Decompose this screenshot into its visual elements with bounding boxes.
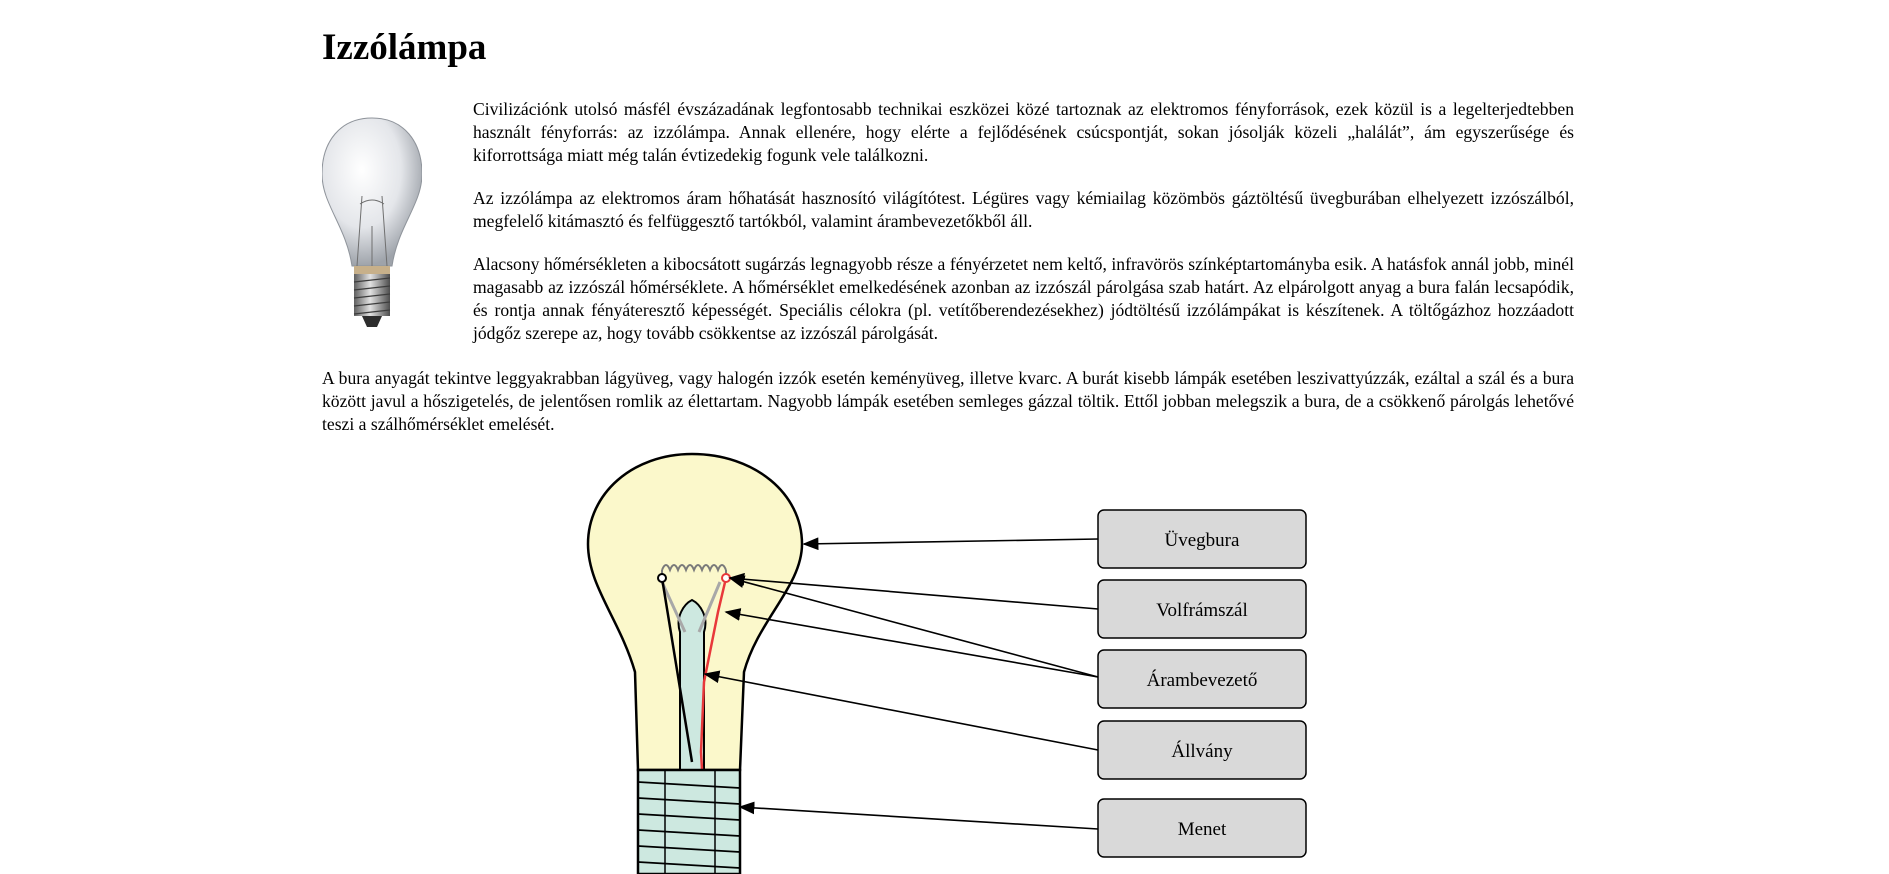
label-allvany-text: Állvány: [1171, 741, 1233, 762]
labels: [1098, 510, 1306, 857]
paragraph-1: Civilizációnk utolsó másfél évszázadának legfontosabb technikai eszközei közé tartoznak az elektromos fényforrások, ezek közül is a legelterjedtebben használt fényforrás: az izzólámpa. Annak ellenére, hogy elérte a fejlődésének csúcspontját, sokan jósolják közeli „halálát”, ám egyszerűsége és kiforrottsága miatt még talán évtizedekig fogunk vele találkozni.: [473, 99, 1574, 165]
label-allvany: [1098, 721, 1306, 779]
light-bulb-diagram: [580, 452, 1320, 874]
light-bulb-photo: [322, 116, 422, 328]
full-width-section: [322, 367, 1574, 456]
label-menet-text: Menet: [1177, 819, 1227, 840]
label-menet: [1098, 799, 1306, 857]
bulb-drawing: [588, 454, 802, 874]
label-volframszal-text: Volfrámszál: [1156, 600, 1248, 621]
paragraph-3: Alacsony hőmérsékleten a kibocsátott sugárzás legnagyobb része a fényérzetet nem keltő, infravörös színképtartományba esik. A hatásfok annál jobb, minél magasabb az izzószál hőmérséklete. A hőmérséklet emelkedésének azonban az izzószál párolgása szab határt. Az elpárolgott anyag a bura falán lecsapódik, és rontja annak fényáteresztő képességét. Speciális célokra (pl. vetítőberendezésekhez) jódtöltésű izzólámpákat is készítenek. A töltőgázhoz hozzáadott jódgőz szerepe az, hogy tovább csökkentse az izzószál párolgását.: [473, 254, 1574, 343]
page-title: Izzólámpa: [322, 27, 487, 68]
label-arambevezeto-text: Árambevezető: [1146, 670, 1258, 691]
label-arambevezeto: [1098, 650, 1306, 708]
paragraph-2: Az izzólámpa az elektromos áram hőhatását hasznosító világítótest. Légüres vagy kémiailag közömbös gáztöltésű üvegburában elhelyezett izzószálból, megfelelő kitámasztó és felfüggesztő tartókból, valamint árambevezetőkből áll.: [473, 188, 1574, 231]
label-uvegbura-text: Üvegbura: [1164, 530, 1240, 551]
paragraph-4: A bura anyagát tekintve leggyakrabban lágyüveg, vagy halogén izzók esetén keményüveg, illetve kvarc. A burát kisebb lámpák esetében leszivattyúzzák, ezáltal a szál és a bura között javul a hőszigetelés, de jelentősen romlik az élettartam. Nagyobb lámpák esetében semleges gázzal töltik. Ettől jobban melegszik a bura, de a csökkenő párolgás lehetővé teszi a szálhőmérséklet emelését.: [322, 368, 1574, 434]
label-volframszal: [1098, 580, 1306, 638]
intro-text: [473, 98, 1574, 365]
label-uvegbura: [1098, 510, 1306, 568]
